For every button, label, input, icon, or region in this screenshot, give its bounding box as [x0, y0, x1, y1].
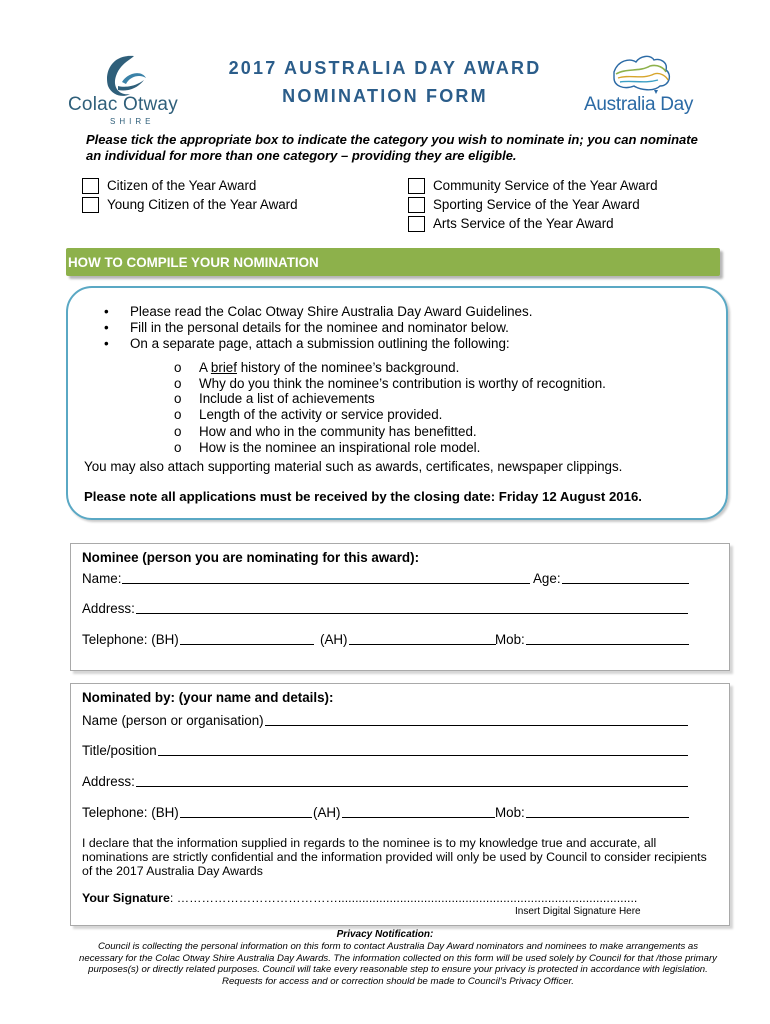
- list-item: o How is the nominee an inspirational role model.: [174, 439, 481, 455]
- field-label: Mob:: [495, 632, 525, 647]
- colac-logo-sub: SHIRE: [110, 117, 155, 126]
- nominator-tel-bh-field[interactable]: [82, 805, 312, 820]
- field-label: Title/position: [82, 743, 157, 758]
- instructions: Please tick the appropriate box to indicate the category you wish to nominate in; you can nominate an individual for more than one category – providing they are eligible.: [86, 132, 698, 163]
- australia-day-map-icon: [600, 52, 680, 96]
- field-label: Name:: [82, 571, 122, 586]
- nominator-tel-ah-field[interactable]: [313, 805, 495, 820]
- nominator-heading: Nominated by: (your name and details):: [82, 690, 334, 705]
- nominator-name-field[interactable]: [82, 713, 688, 728]
- category-label: Arts Service of the Year Award: [433, 216, 614, 231]
- list-item: o A brief history of the nominee’s background.: [174, 360, 460, 375]
- list-item: o Length of the activity or service provided.: [174, 406, 443, 422]
- nominee-name-line[interactable]: [122, 571, 530, 584]
- nominee-name-field[interactable]: [82, 571, 530, 586]
- category-arts-service[interactable]: [408, 214, 658, 233]
- list-item: o Why do you think the nominee’s contribution is worthy of recognition.: [174, 375, 606, 391]
- list-item: • On a separate page, attach a submission outlining the following:: [104, 336, 510, 351]
- field-label: Telephone: (BH): [82, 632, 179, 647]
- field-label: Address:: [82, 774, 135, 789]
- nominator-mob-line[interactable]: [526, 805, 689, 818]
- field-label: (AH): [313, 805, 341, 820]
- category-young-citizen[interactable]: [82, 195, 298, 214]
- how-to-heading: HOW TO COMPILE YOUR NOMINATION: [68, 255, 319, 270]
- nominator-address-line[interactable]: [136, 774, 688, 787]
- declaration-text: I declare that the information supplied in regards to the nominee is to my knowledge true and accurate, all nominations are strictly confidential and the information provided will only be used by Council to consider recipients of the 2017 Australia Day Awards: [82, 836, 707, 878]
- list-item: o How and who in the community has benefitted.: [174, 424, 477, 440]
- nominee-age-line[interactable]: [562, 571, 689, 584]
- closing-date-note: Please note all applications must be received by the closing date: Friday 12 August 2016.: [84, 489, 642, 504]
- field-label: (AH): [320, 632, 348, 647]
- category-citizen[interactable]: [82, 176, 298, 195]
- category-label: Sporting Service of the Year Award: [433, 197, 640, 212]
- list-item: o Include a list of achievements: [174, 391, 375, 407]
- checkbox-community-service[interactable]: [408, 178, 425, 194]
- nominee-mob-line[interactable]: [526, 632, 689, 645]
- signature-label: Your Signature: [82, 891, 170, 905]
- attach-note: You may also attach supporting material such as awards, certificates, newspaper clippings.: [84, 459, 623, 474]
- nominator-name-line[interactable]: [265, 713, 688, 726]
- how-to-bullets: [104, 304, 532, 352]
- checkbox-sporting-service[interactable]: [408, 197, 425, 213]
- checkbox-arts-service[interactable]: [408, 216, 425, 232]
- category-label: Citizen of the Year Award: [107, 178, 257, 193]
- field-label: Mob:: [495, 805, 525, 820]
- nominator-mob-field[interactable]: [495, 805, 689, 820]
- category-label: Young Citizen of the Year Award: [107, 197, 298, 212]
- insert-signature-hint: Insert Digital Signature Here: [515, 906, 641, 917]
- nominee-mob-field[interactable]: [495, 632, 689, 647]
- category-label: Community Service of the Year Award: [433, 178, 658, 193]
- form-title-line2: NOMINATION FORM: [282, 86, 488, 106]
- form-title-line1: 2017 AUSTRALIA DAY AWARD: [228, 58, 542, 78]
- field-label: Age:: [533, 571, 561, 586]
- categories-left: [82, 176, 298, 214]
- colac-logo-name: Colac Otway: [68, 94, 178, 115]
- nominee-tel-ah-field[interactable]: [320, 632, 496, 647]
- field-label: Address:: [82, 601, 135, 616]
- australia-day-logo-name: Australia Day: [584, 94, 694, 115]
- category-community-service[interactable]: [408, 176, 658, 195]
- nominee-address-line[interactable]: [136, 601, 688, 614]
- checkbox-citizen[interactable]: [82, 178, 99, 194]
- categories-right: [408, 176, 658, 233]
- nominee-tel-bh-line[interactable]: [180, 632, 314, 645]
- privacy-title: Privacy Notification:: [336, 929, 434, 940]
- signature-line[interactable]: : ………………………………….......................................................................................: [169, 891, 638, 905]
- privacy-body: Council is collecting the personal information on this form to contact Australia Day Award nominators and nominees to make arrangements as necessary for the Colac Otway Shire Australia Day Awards. The information collected on this form will be used solely by Council for that /those primary purposes(s) or directly related purposes. Council will take every reasonable step to ensure your privacy is protected in accordance with legislation. Requests for access and or correction should be made to Council’s Privacy Officer.: [79, 941, 717, 987]
- nominator-title-line[interactable]: [158, 743, 688, 756]
- nominee-heading: Nominee (person you are nominating for this award):: [82, 550, 420, 565]
- nominator-tel-ah-line[interactable]: [342, 805, 495, 818]
- signature-field[interactable]: [82, 891, 637, 905]
- nominee-tel-bh-field[interactable]: [82, 632, 314, 647]
- list-item: • Fill in the personal details for the nominee and nominator below.: [104, 320, 509, 335]
- nominee-address-field[interactable]: [82, 601, 688, 616]
- nominee-tel-ah-line[interactable]: [349, 632, 496, 645]
- nominee-age-field[interactable]: [533, 571, 689, 586]
- how-to-sub-items: [174, 360, 606, 456]
- list-item: • Please read the Colac Otway Shire Australia Day Award Guidelines.: [104, 304, 533, 319]
- checkbox-young-citizen[interactable]: [82, 197, 99, 213]
- nominator-title-field[interactable]: [82, 743, 688, 758]
- field-label: Name (person or organisation): [82, 713, 264, 728]
- nominator-tel-bh-line[interactable]: [180, 805, 312, 818]
- field-label: Telephone: (BH): [82, 805, 179, 820]
- nominator-address-field[interactable]: [82, 774, 688, 789]
- category-sporting-service[interactable]: [408, 195, 658, 214]
